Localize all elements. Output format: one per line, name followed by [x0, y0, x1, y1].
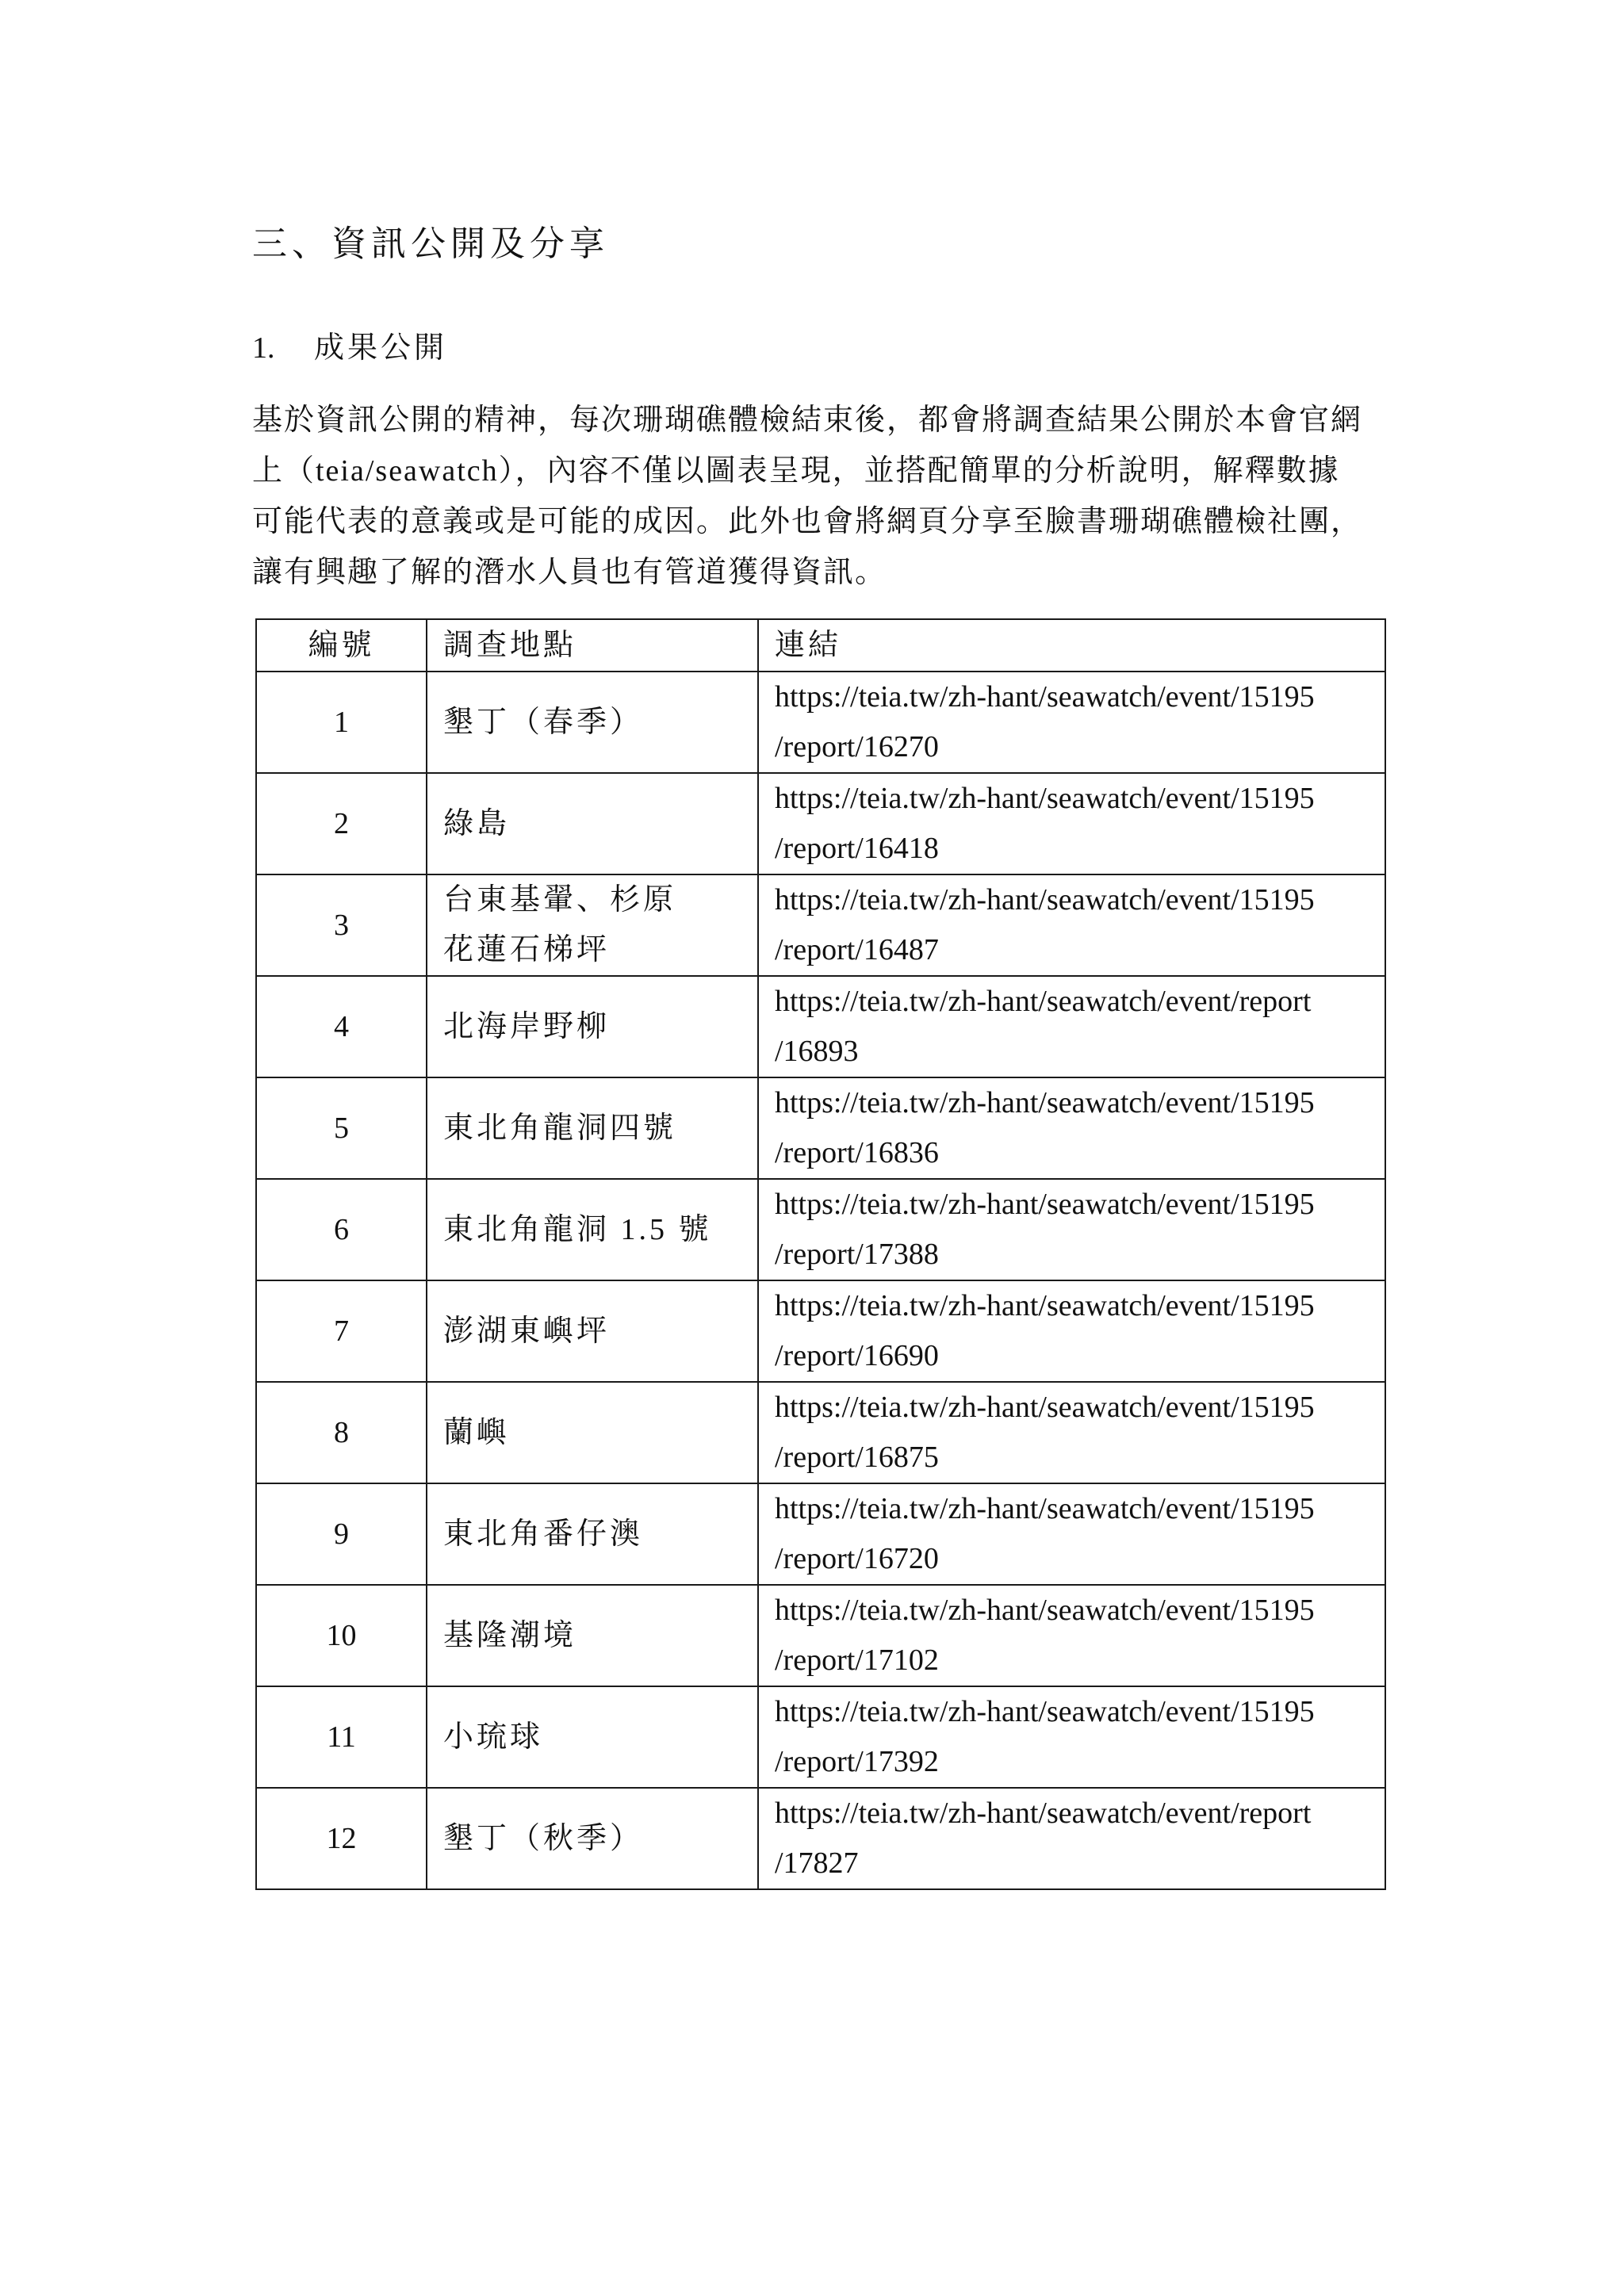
subsection-title: 成果公開: [314, 331, 448, 365]
row-number: 11: [256, 1686, 427, 1788]
survey-site-name: 蘭嶼: [443, 1415, 511, 1449]
survey-site-name: 小琉球: [443, 1720, 544, 1754]
table-row: [256, 874, 1385, 976]
table-row: [256, 1483, 1385, 1585]
report-link[interactable]: [758, 1585, 1385, 1686]
survey-site-cell: [427, 1585, 758, 1686]
report-link-text: /report/16836: [775, 1136, 939, 1169]
report-link-text: https://teia.tw/zh-hant/seawatch/event/15195: [775, 1695, 1315, 1728]
report-link-text: https://teia.tw/zh-hant/seawatch/event/15195: [775, 782, 1315, 815]
report-link[interactable]: [758, 1483, 1385, 1585]
paragraph-line: 可能代表的意義或是可能的成因。此外也會將網頁分享至臉書珊瑚礁體檢社團，: [252, 505, 1363, 538]
table-row: [256, 976, 1385, 1077]
survey-site-name: 北海岸野柳: [443, 1009, 611, 1043]
report-link-text: /16893: [775, 1035, 859, 1068]
table-row: [256, 672, 1385, 773]
table-row: [256, 1788, 1385, 1889]
table-row: [256, 1686, 1385, 1788]
report-link[interactable]: [758, 1686, 1385, 1788]
paragraph-line: 基於資訊公開的精神，每次珊瑚礁體檢結束後，都會將調查結果公開於本會官網: [252, 404, 1363, 437]
report-link-text: /report/16875: [775, 1441, 939, 1474]
survey-site-cell: [427, 1280, 758, 1382]
section-heading: 三、資訊公開及分享: [252, 224, 609, 263]
survey-site-cell: [427, 1483, 758, 1585]
survey-site-name: 基隆潮境: [443, 1618, 577, 1652]
row-number: 3: [256, 874, 427, 976]
survey-site-cell: [427, 1382, 758, 1483]
report-link-text: /report/17388: [775, 1238, 939, 1271]
survey-site-name: 墾丁（春季）: [443, 705, 644, 739]
report-link-text: https://teia.tw/zh-hant/seawatch/event/15195: [775, 1594, 1315, 1627]
paragraph-line: 上（teia/seawatch），內容不僅以圖表呈現，並搭配簡單的分析說明，解釋數據: [252, 454, 1340, 488]
survey-site-cell: [427, 1077, 758, 1179]
table-row: [256, 1179, 1385, 1280]
table-row: [256, 1077, 1385, 1179]
report-link[interactable]: [758, 976, 1385, 1077]
report-link-text: https://teia.tw/zh-hant/seawatch/event/15195: [775, 1188, 1315, 1221]
column-header-site: 調查地點: [427, 619, 758, 672]
subsection-number: 1.: [252, 331, 275, 365]
report-link[interactable]: [758, 672, 1385, 773]
row-number: 8: [256, 1382, 427, 1483]
survey-links-table: [255, 618, 1386, 1890]
survey-site-name: 花蓮石梯坪: [443, 933, 611, 966]
row-number: 4: [256, 976, 427, 1077]
subsection-heading: [252, 327, 447, 369]
report-link-text: https://teia.tw/zh-hant/seawatch/event/15195: [775, 680, 1315, 714]
row-number: 10: [256, 1585, 427, 1686]
row-number: 2: [256, 773, 427, 874]
report-link-text: https://teia.tw/zh-hant/seawatch/event/15195: [775, 1391, 1315, 1424]
report-link[interactable]: [758, 773, 1385, 874]
paragraph-line: 讓有興趣了解的潛水人員也有管道獲得資訊。: [252, 556, 887, 589]
table-row: [256, 1382, 1385, 1483]
survey-site-cell: [427, 1686, 758, 1788]
report-link[interactable]: [758, 1382, 1385, 1483]
survey-site-name: 墾丁（秋季）: [443, 1821, 644, 1855]
column-header-number: 編號: [256, 619, 427, 672]
table-row: [256, 1585, 1385, 1686]
report-link-text: /report/16720: [775, 1542, 939, 1575]
report-link-text: https://teia.tw/zh-hant/seawatch/event/report: [775, 985, 1312, 1018]
survey-site-name: 東北角龍洞四號: [443, 1111, 677, 1145]
report-link[interactable]: [758, 1280, 1385, 1382]
row-number: 7: [256, 1280, 427, 1382]
row-number: 6: [256, 1179, 427, 1280]
table-header-row: [256, 619, 1385, 672]
survey-site-cell: [427, 773, 758, 874]
report-link-text: https://teia.tw/zh-hant/seawatch/event/report: [775, 1797, 1312, 1830]
report-link-text: /17827: [775, 1846, 859, 1880]
report-link-text: https://teia.tw/zh-hant/seawatch/event/15195: [775, 1492, 1315, 1525]
survey-site-cell: [427, 1788, 758, 1889]
report-link-text: https://teia.tw/zh-hant/seawatch/event/15195: [775, 1289, 1315, 1322]
report-link-text: /report/16418: [775, 832, 939, 865]
row-number: 9: [256, 1483, 427, 1585]
table-row: [256, 1280, 1385, 1382]
row-number: 12: [256, 1788, 427, 1889]
row-number: 5: [256, 1077, 427, 1179]
body-paragraph: [252, 395, 1391, 598]
survey-site-cell: [427, 672, 758, 773]
survey-site-name: 東北角龍洞 1.5 號: [443, 1212, 712, 1246]
survey-site-name: 東北角番仔澳: [443, 1517, 644, 1551]
report-link-text: https://teia.tw/zh-hant/seawatch/event/15195: [775, 883, 1315, 916]
survey-site-name: 台東基翬、杉原: [443, 883, 677, 916]
row-number: 1: [256, 672, 427, 773]
report-link-text: /report/17392: [775, 1745, 939, 1778]
survey-site-cell: [427, 874, 758, 976]
report-link[interactable]: [758, 1788, 1385, 1889]
report-link[interactable]: [758, 1179, 1385, 1280]
report-link-text: /report/17102: [775, 1644, 939, 1677]
table-row: [256, 773, 1385, 874]
report-link[interactable]: [758, 1077, 1385, 1179]
survey-site-cell: [427, 1179, 758, 1280]
report-link-text: /report/16270: [775, 730, 939, 763]
survey-site-name: 澎湖東嶼坪: [443, 1314, 611, 1348]
report-link-text: /report/16690: [775, 1339, 939, 1372]
survey-site-name: 綠島: [443, 806, 511, 840]
report-link-text: https://teia.tw/zh-hant/seawatch/event/15195: [775, 1086, 1315, 1119]
survey-site-cell: [427, 976, 758, 1077]
report-link-text: /report/16487: [775, 933, 939, 966]
column-header-link: 連結: [758, 619, 1385, 672]
report-link[interactable]: [758, 874, 1385, 976]
